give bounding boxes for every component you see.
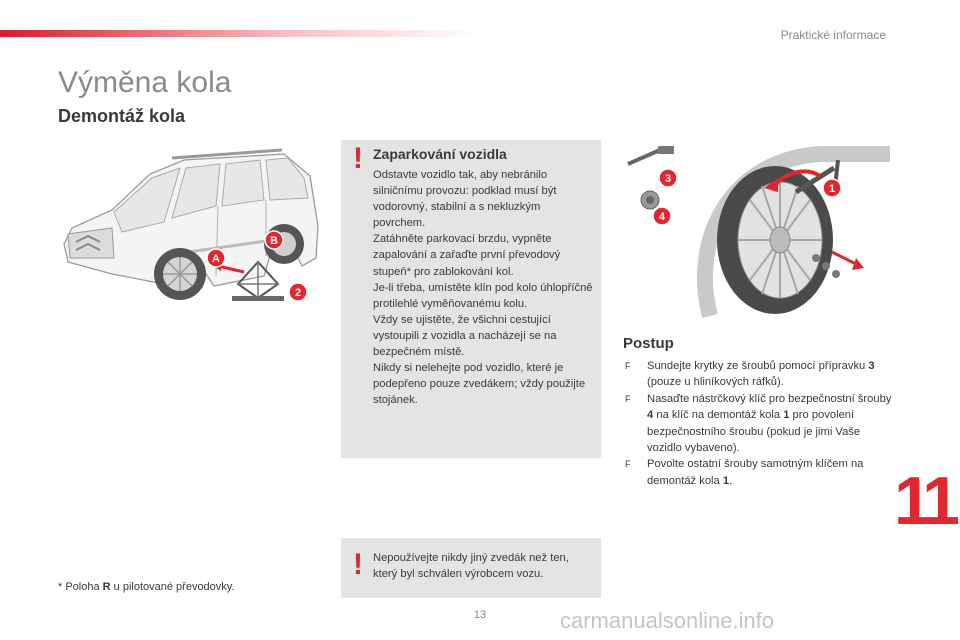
car-jack-illustration [52, 136, 332, 336]
warning-paragraph: Zatáhněte parkovací brzdu, vypněte zapalování a zařaďte první převodový stupeň* pro zablokování kol. [373, 233, 561, 278]
chapter-number: 11 [894, 463, 954, 539]
warning-box [341, 140, 601, 458]
warning-title: Zaparkování vozidla [373, 146, 507, 162]
section-label: Praktické informace [780, 28, 886, 42]
svg-text:A: A [212, 253, 220, 265]
page-number: 13 [473, 609, 487, 621]
procedure-title: Postup [623, 335, 674, 352]
warning-text [373, 167, 593, 408]
bullet-icon: F [625, 459, 631, 470]
procedure-step: F Povolte ostatní šrouby samotným klíčem na demontáž kola 1. [625, 458, 864, 487]
note-text: Nepoužívejte nikdy jiný zvedák než ten, který byl schválen výrobcem vozu. [373, 552, 569, 580]
bullet-icon: F [625, 361, 631, 371]
svg-text:B: B [270, 235, 278, 247]
note-box [341, 538, 601, 598]
footnote-suffix: u pilotované převodovky. [110, 581, 235, 593]
watermark: carmanualsonline.info [560, 608, 775, 633]
warning-paragraph: Je-li třeba, umístěte klín pod kolo úhlopříčně protilehlé vyměňovanému kolu. [373, 281, 593, 310]
warning-paragraph: Odstavte vozidlo tak, aby nebránilo silničnímu provozu: podklad musí být vodorovný, stabilní a s nekluzkým povrchem. [373, 169, 557, 230]
footnote [58, 581, 235, 593]
wheel-bolts-illustration [620, 140, 890, 320]
procedure-step: F Sundejte krytky ze šroubů pomocí přípravku 3 (pouze u hliníkových ráfků). [625, 360, 875, 389]
note-exclamation-icon: ! [353, 548, 363, 581]
warning-paragraph: Nikdy si nelehejte pod vozidlo, které je podepřeno pouze zvedákem; vždy použijte stojánek. [373, 362, 586, 407]
wheel-drawing [620, 140, 890, 320]
svg-text:4: 4 [658, 211, 666, 223]
header-accent-bar [0, 30, 480, 37]
warning-paragraph: Vždy se ujistěte, že všichni cestující vystoupili z vozidla a nacházejí se na bezpečném místě. [373, 313, 557, 359]
footnote-prefix: * Poloha [58, 581, 103, 593]
section-subtitle: Demontáž kola [58, 106, 186, 126]
svg-text:3: 3 [664, 173, 672, 185]
svg-text:1: 1 [828, 183, 836, 195]
warning-exclamation-icon: ! [353, 142, 363, 175]
car-drawing [52, 136, 332, 336]
svg-text:2: 2 [294, 287, 302, 299]
bullet-icon: F [625, 393, 631, 404]
procedure-steps [623, 358, 893, 489]
footnote-key: R [102, 581, 111, 593]
procedure-step: F Nasaďte nástrčkový klíč pro bezpečnostní šrouby 4 na klíč na demontáž kola 1 pro povolení bezpečnostního šroubu (pokud je jimi Vaše vozidlo vybaveno). [625, 392, 892, 455]
page-title: Výměna kola [58, 66, 232, 99]
